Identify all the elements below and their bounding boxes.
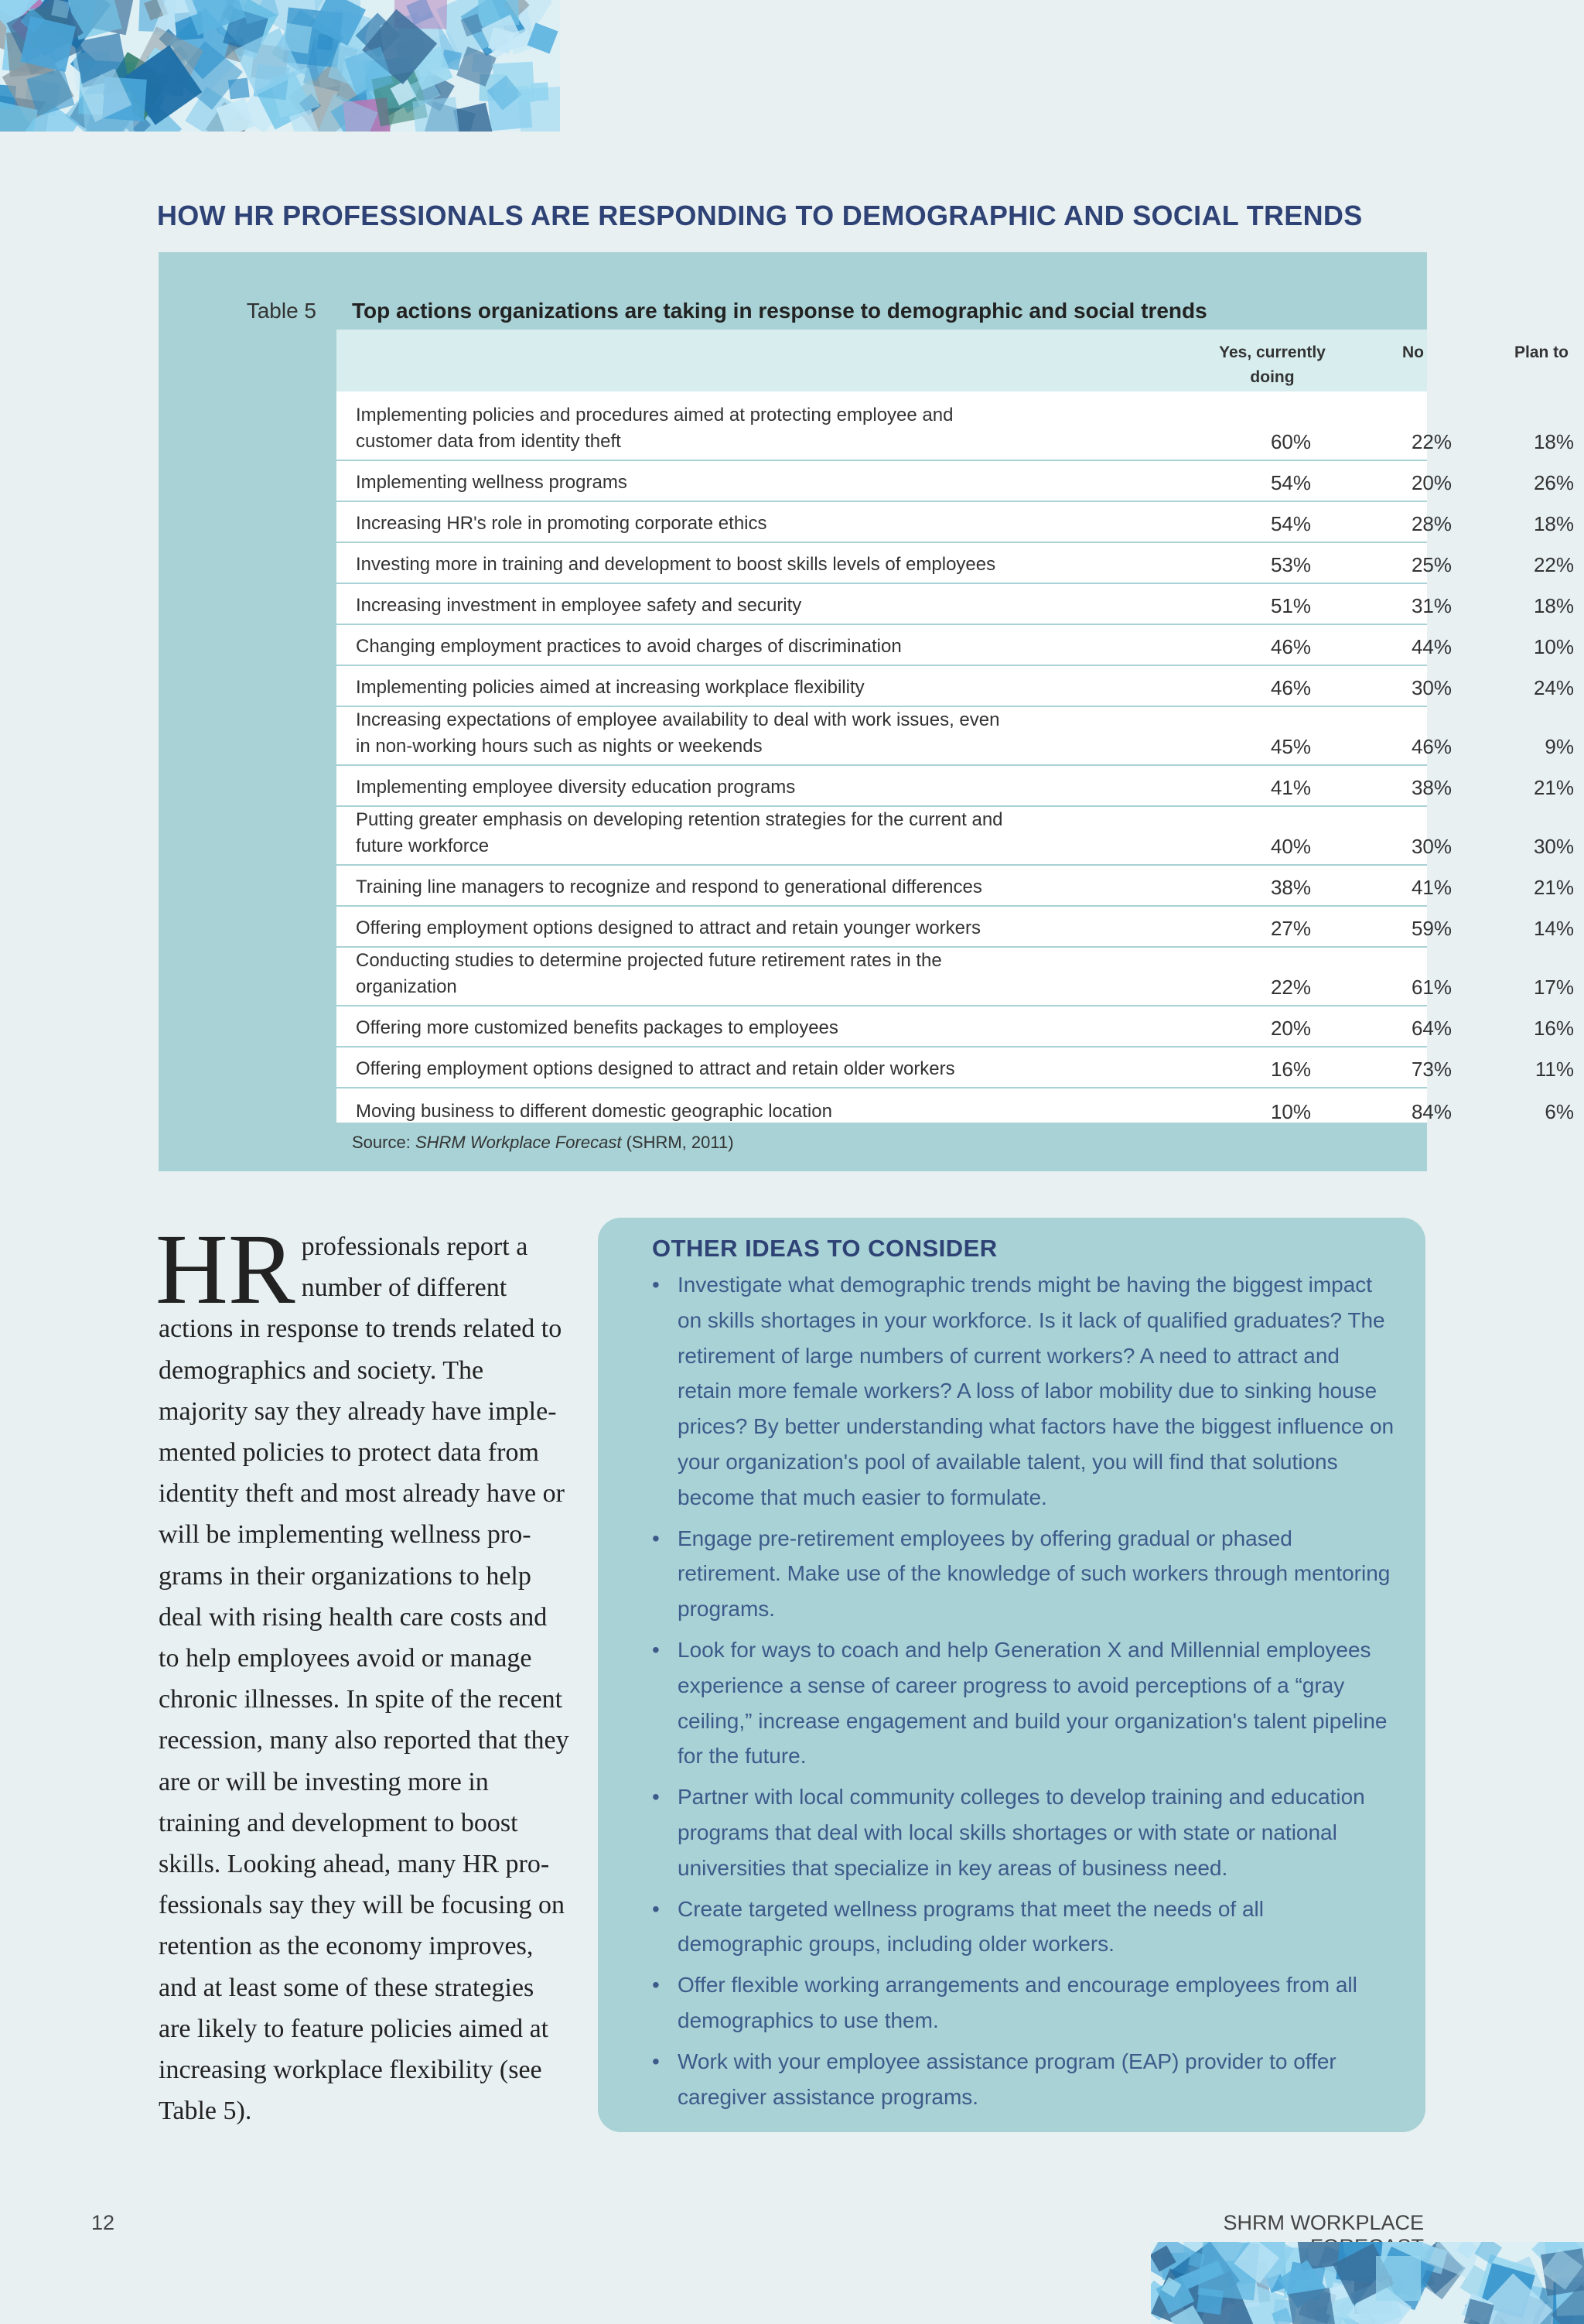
page-number: 12: [91, 2211, 115, 2234]
table-5: [159, 252, 1574, 1171]
idea-text: Partner with local community colleges to develop training and education programs that deal with local skills shortages or with state or national universities that specialize in key areas of business need.: [678, 1785, 1365, 1880]
bullet-icon: •: [652, 1896, 660, 1921]
row-value-plan: 9%: [1545, 735, 1574, 758]
row-value-yes: 60%: [1270, 430, 1311, 453]
row-value-plan: 6%: [1545, 1100, 1574, 1123]
row-label: Changing employment practices to avoid charges of discrimination: [356, 636, 902, 657]
row-label: Increasing expectations of employee availability to deal with work issues, even in non-working hours such as nights or weekends: [356, 709, 1000, 757]
bullet-icon: •: [652, 2049, 660, 2073]
table-row: [336, 625, 1574, 666]
row-value-plan: 18%: [1533, 594, 1574, 617]
row-value-plan: 10%: [1533, 635, 1574, 658]
idea-item: [652, 1267, 1395, 1516]
table-row: [336, 391, 1574, 461]
row-label: Offering employment options designed to attract and retain younger workers: [356, 918, 981, 938]
table-row: [336, 707, 1574, 766]
table-label: Table 5: [246, 299, 316, 323]
column-header-yes: Yes, currently doing: [1219, 343, 1326, 386]
other-ideas-box: [598, 1218, 1425, 2132]
row-label: Investing more in training and development to boost skills levels of employees: [356, 554, 996, 575]
mosaic-tile: [51, 0, 70, 19]
row-value-plan: 18%: [1533, 512, 1574, 535]
row-label: Offering more customized benefits packages to employees: [356, 1017, 838, 1038]
decorative-mosaic-top: [0, 0, 560, 132]
row-label: Implementing policies aimed at increasing workplace flexibility: [356, 677, 865, 698]
row-value-yes: 53%: [1270, 553, 1311, 576]
row-label: Implementing wellness programs: [356, 472, 627, 493]
row-value-yes: 45%: [1270, 735, 1311, 758]
table-row: [336, 907, 1574, 948]
row-value-plan: 16%: [1533, 1017, 1574, 1040]
idea-text: Work with your employee assistance program (EAP) provider to offer caregiver assistance programs.: [678, 2049, 1336, 2109]
row-value-yes: 54%: [1270, 512, 1311, 535]
row-value-yes: 54%: [1270, 471, 1311, 494]
bullet-icon: •: [652, 1973, 660, 1998]
source-prefix: Source:: [352, 1133, 415, 1152]
idea-text: Create targeted wellness programs that meet the needs of all demographic groups, including older workers.: [678, 1896, 1264, 1957]
row-value-no: 84%: [1411, 1100, 1452, 1123]
row-label: Implementing policies and procedures aimed at protecting employee and customer data from identity theft: [356, 405, 954, 452]
row-label: Training line managers to recognize and respond to generational differences: [356, 877, 982, 897]
row-value-yes: 46%: [1270, 635, 1311, 658]
row-value-plan: 22%: [1533, 553, 1574, 576]
bullet-icon: •: [652, 1637, 660, 1662]
table-row: [336, 766, 1574, 807]
row-value-yes: 38%: [1270, 876, 1311, 899]
row-value-no: 30%: [1411, 835, 1452, 858]
mosaic-tile: [1288, 2288, 1336, 2324]
row-value-no: 59%: [1411, 917, 1452, 940]
row-value-yes: 51%: [1270, 594, 1311, 617]
row-label: Increasing HR's role in promoting corporate ethics: [356, 513, 767, 534]
table-row: [336, 502, 1574, 543]
row-value-no: 38%: [1411, 776, 1452, 799]
idea-item: [652, 2044, 1395, 2115]
table-body: [336, 330, 1574, 1123]
row-label: Increasing investment in employee safety and security: [356, 595, 802, 616]
row-value-yes: 40%: [1270, 835, 1311, 858]
row-value-no: 41%: [1411, 876, 1452, 899]
row-value-yes: 20%: [1270, 1017, 1311, 1040]
body-text: professionals report a number of different actions in response to trends related to demographics and society. The majority say they already have imple-mented policies to protect data from identity theft and most already have or will be implementing wellness pro-grams in their organizations to help deal with rising health care costs and to help employees avoid or manage chronic illnesses. In spite of the recent recession, many also reported that they are or will be investing more in training and development to boost skills. Looking ahead, many HR pro-fessionals say they will be focusing on retention as the economy improves, and at least some of these strategies are likely to feature policies aimed at increasing workplace flexibility (see Table 5).: [159, 1232, 569, 2126]
table-row: [336, 543, 1574, 584]
row-value-plan: 17%: [1533, 976, 1574, 999]
footer-publication-title: SHRM WORKPLACE: [1223, 2211, 1424, 2234]
mosaic-tile: [518, 86, 560, 132]
idea-item: [652, 1892, 1395, 1963]
mosaic-tile: [1376, 2256, 1421, 2301]
row-value-plan: 21%: [1533, 876, 1574, 899]
idea-text: Investigate what demographic trends might be having the biggest impact on skills shortages in your workforce. Is it lack of qualified graduates? The retirement of large numbers of current workers? A need to attract and retain more female workers? A loss of labor mobility due to sinking house prices? By better understanding what factors have the biggest influence on your organization's pool of available talent, you will find that solutions become that much easier to formulate.: [678, 1273, 1395, 1509]
row-label: Conducting studies to determine projected future retirement rates in the organization: [356, 950, 942, 997]
table-row: [336, 948, 1574, 1006]
idea-item: [652, 1521, 1395, 1627]
table-row: [336, 461, 1574, 502]
row-value-yes: 10%: [1270, 1100, 1311, 1123]
bullet-icon: •: [652, 1526, 660, 1550]
table-row: [336, 807, 1574, 866]
row-value-plan: 14%: [1533, 917, 1574, 940]
idea-text: Offer flexible working arrangements and encourage employees from all demographics to use them.: [678, 1973, 1357, 2032]
mosaic-tile: [412, 97, 460, 132]
row-value-no: 46%: [1411, 735, 1452, 758]
row-value-no: 20%: [1411, 471, 1452, 494]
column-header-no: No: [1402, 343, 1424, 361]
section-title: HOW HR PROFESSIONALS ARE RESPONDING TO DEMOGRAPHIC AND SOCIAL TRENDS: [157, 200, 1363, 231]
source-title: SHRM Workplace Forecast: [415, 1133, 622, 1152]
row-value-no: 64%: [1411, 1017, 1452, 1040]
table-row: [336, 1006, 1574, 1048]
idea-text: Look for ways to coach and help Generation X and Millennial employees experience a sense of career progress to avoid perceptions of a “gray ceiling,” increase engagement and build your organization's talent pipeline for the future.: [678, 1637, 1388, 1769]
row-value-no: 61%: [1411, 976, 1452, 999]
decorative-mosaic-bottom: [1151, 2242, 1584, 2324]
idea-text: Engage pre-retirement employees by offering gradual or phased retirement. Make use of the knowledge of such workers through mentoring programs.: [678, 1526, 1391, 1622]
row-value-yes: 41%: [1270, 776, 1311, 799]
row-label: Implementing employee diversity education programs: [356, 777, 796, 798]
row-value-no: 28%: [1411, 512, 1452, 535]
table-row: [336, 1048, 1574, 1089]
table-source: [352, 1133, 734, 1153]
column-header-plan: Plan to: [1514, 343, 1569, 361]
row-value-plan: 21%: [1533, 776, 1574, 799]
row-value-yes: 27%: [1270, 917, 1311, 940]
row-value-yes: 16%: [1270, 1058, 1311, 1081]
idea-item: [652, 1632, 1395, 1774]
table-row: [336, 1089, 1574, 1130]
bullet-icon: •: [652, 1785, 660, 1810]
row-value-yes: 46%: [1270, 676, 1311, 699]
table-row: [336, 666, 1574, 707]
row-label: Moving business to different domestic geographic location: [356, 1101, 832, 1122]
row-value-no: 73%: [1411, 1058, 1452, 1081]
table-rows: [336, 391, 1574, 1130]
row-value-no: 30%: [1411, 676, 1452, 699]
table-row: [336, 584, 1574, 625]
row-value-plan: 11%: [1534, 1058, 1574, 1081]
row-value-no: 25%: [1411, 553, 1452, 576]
ideas-title: OTHER IDEAS TO CONSIDER: [652, 1235, 998, 1262]
row-value-plan: 26%: [1533, 471, 1574, 494]
mosaic-tile: [227, 78, 249, 100]
body-paragraph: [155, 1214, 572, 2131]
bullet-icon: •: [652, 1273, 660, 1297]
source-suffix: (SHRM, 2011): [621, 1133, 734, 1152]
row-label: Putting greater emphasis on developing retention strategies for the current and future workforce: [356, 809, 1003, 856]
table-header-row: [336, 330, 1569, 391]
row-value-plan: 24%: [1533, 676, 1574, 699]
row-value-no: 22%: [1411, 430, 1452, 453]
row-value-no: 44%: [1411, 635, 1452, 658]
row-value-no: 31%: [1411, 594, 1452, 617]
drop-cap: HR: [155, 1214, 295, 1325]
table-row: [336, 866, 1574, 907]
idea-item: [652, 1779, 1395, 1885]
row-value-plan: 18%: [1533, 430, 1574, 453]
ideas-list: [652, 1267, 1395, 2120]
row-label: Offering employment options designed to attract and retain older workers: [356, 1058, 955, 1079]
idea-item: [652, 1967, 1395, 2039]
mosaic-tile: [453, 102, 493, 132]
row-value-yes: 22%: [1270, 976, 1311, 999]
table-caption: Top actions organizations are taking in response to demographic and social trends: [352, 299, 1207, 323]
row-value-plan: 30%: [1533, 835, 1574, 858]
